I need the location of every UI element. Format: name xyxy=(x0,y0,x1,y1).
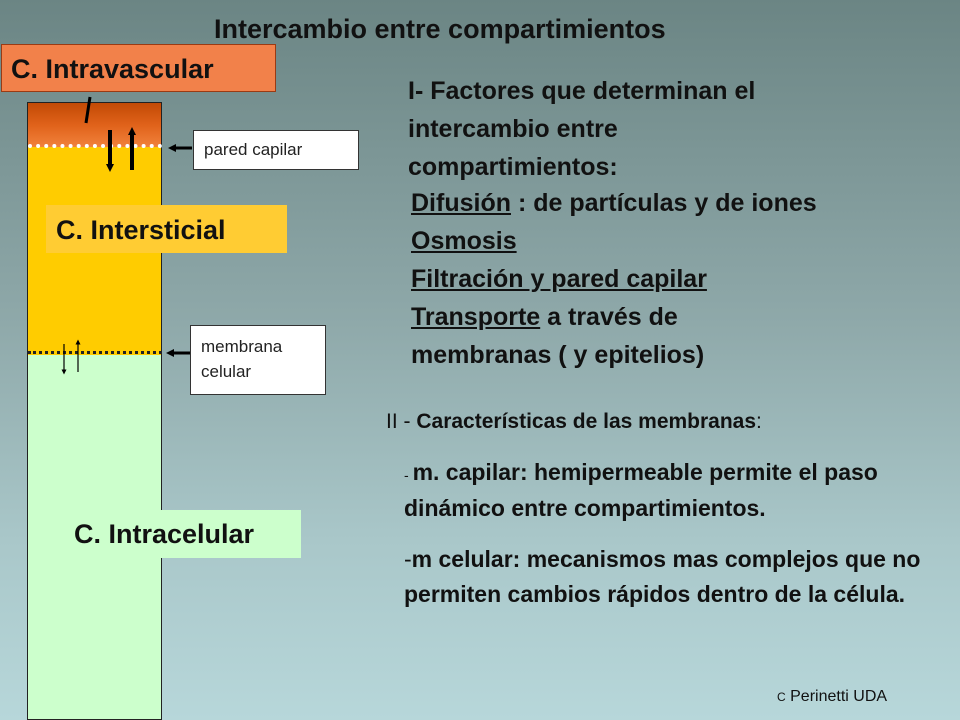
list-item: membranas ( y epitelios) xyxy=(411,341,705,369)
title-colon: : xyxy=(756,410,762,433)
header-line: intercambio entre xyxy=(408,115,618,143)
copyright-mark: C xyxy=(777,690,786,704)
factors-header xyxy=(408,72,928,186)
list-item xyxy=(411,222,951,260)
callout-line: celular xyxy=(201,362,252,381)
paragraph-text: m celular: mecanismos mas complejos que no permiten cambios rápidos dentro de la célula. xyxy=(404,546,921,607)
item-desc: a través de xyxy=(540,303,678,331)
roman-numeral: II - xyxy=(386,410,417,433)
bullet-dash: - xyxy=(404,546,412,572)
list-item xyxy=(411,260,951,298)
term-transporte: Transporte xyxy=(411,303,541,331)
header-line: compartimientos: xyxy=(408,153,618,181)
label-intersticial: C. Intersticial xyxy=(46,205,287,253)
header-line: I- Factores que determinan el xyxy=(408,77,756,105)
membranes-heading xyxy=(386,410,762,434)
capillary-membrane-text xyxy=(404,456,949,525)
label-intracelular: C. Intracelular xyxy=(64,510,301,558)
footer-credit xyxy=(777,688,887,706)
paragraph-text: m. capilar: hemipermeable permite el paso dinámico entre compartimientos. xyxy=(404,459,878,521)
author-name: Perinetti UDA xyxy=(790,688,888,705)
list-item xyxy=(411,298,951,336)
term-filtracion: Filtración y pared capilar xyxy=(411,265,707,293)
callout-membrana-celular xyxy=(190,325,326,395)
callout-pared-capilar: pared capilar xyxy=(193,130,359,170)
factors-list xyxy=(411,184,951,374)
label-intravascular: C. Intravascular xyxy=(1,44,276,92)
term-difusion: Difusión xyxy=(411,189,511,217)
slash-mark xyxy=(86,97,90,123)
slide-title: Intercambio entre compartimientos xyxy=(214,14,666,44)
callout-line: membrana xyxy=(201,337,283,356)
bullet-dash: - xyxy=(404,467,413,483)
term-osmosis: Osmosis xyxy=(411,227,517,255)
list-item xyxy=(411,184,951,222)
item-desc: : de partículas y de iones xyxy=(511,189,817,217)
cell-membrane-text xyxy=(404,542,949,612)
membranes-title: Características de las membranas xyxy=(416,410,757,433)
